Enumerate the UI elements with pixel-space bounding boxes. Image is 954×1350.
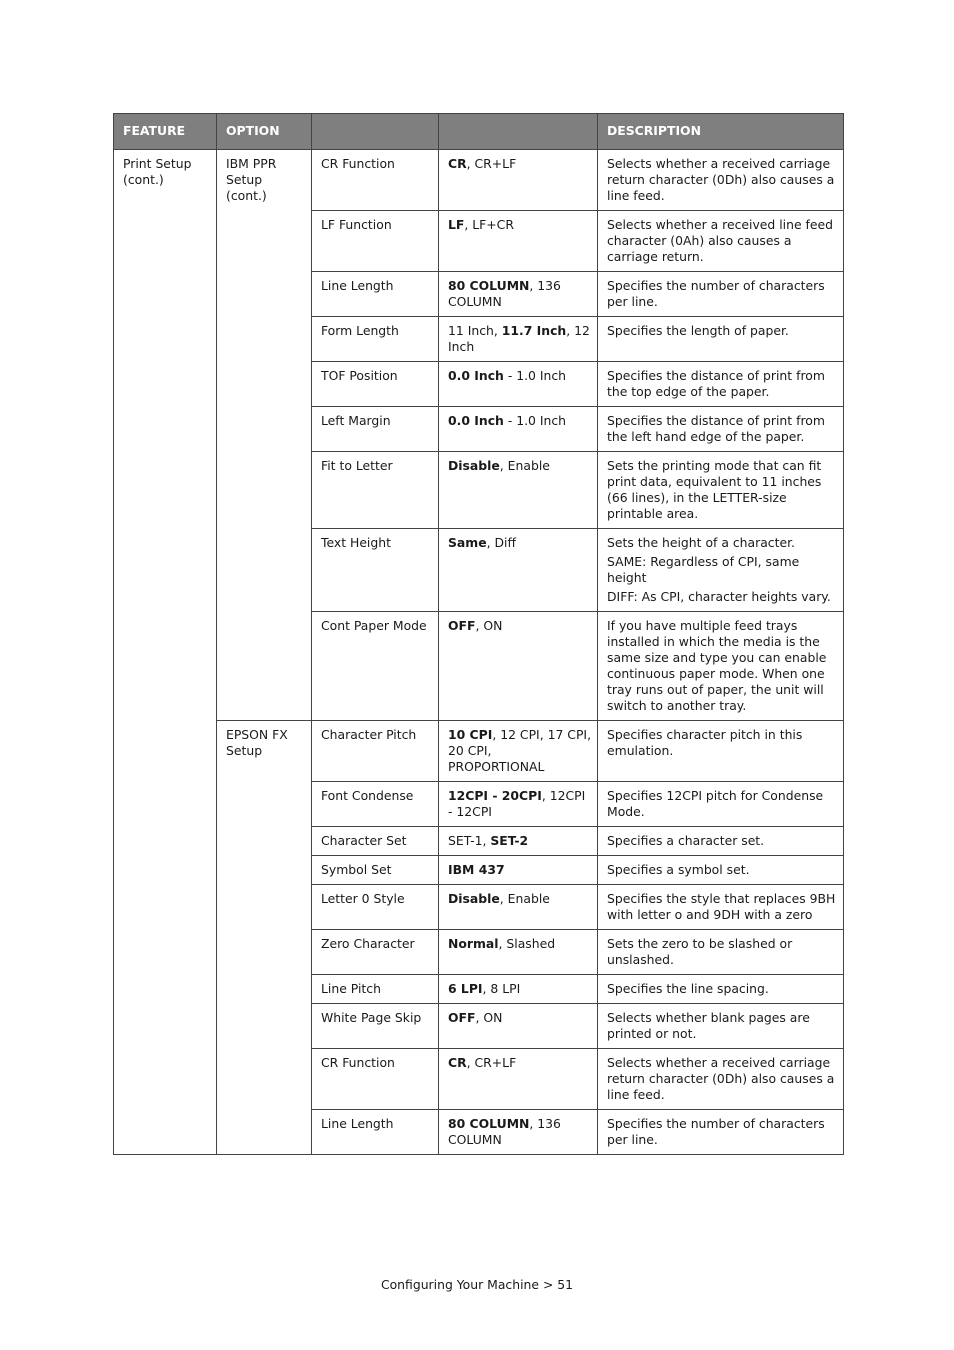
description-cell bbox=[598, 782, 844, 827]
description-cell bbox=[598, 272, 844, 317]
value-text: , Slashed bbox=[498, 936, 556, 951]
value-text: - 1.0 Inch bbox=[503, 413, 567, 428]
default-value: 0.0 Inch bbox=[448, 413, 504, 428]
default-value: Same bbox=[448, 535, 487, 550]
description-text: Selects whether blank pages are printed or not. bbox=[607, 1010, 810, 1041]
setting-name-cell: Symbol Set bbox=[312, 856, 439, 885]
description-text: Specifies 12CPI pitch for Condense Mode. bbox=[607, 788, 824, 819]
description-cell bbox=[598, 362, 844, 407]
setting-values-cell bbox=[439, 827, 598, 856]
description-cell bbox=[598, 975, 844, 1004]
description-text: Specifies the distance of print from the left hand edge of the paper. bbox=[607, 413, 825, 444]
description-text: If you have multiple feed trays installed in which the media is the same size and type you can enable continuous paper mode. When one tray runs out of paper, the unit will switch to another tray. bbox=[607, 618, 827, 713]
setting-values-cell bbox=[439, 1049, 598, 1110]
description-text: Specifies a character set. bbox=[607, 833, 765, 848]
value-text: , LF+CR bbox=[464, 217, 514, 232]
setting-name-cell: Cont Paper Mode bbox=[312, 612, 439, 721]
description-cell bbox=[598, 856, 844, 885]
setting-name-cell: Left Margin bbox=[312, 407, 439, 452]
description-text: Specifies the line spacing. bbox=[607, 981, 769, 996]
description-cell bbox=[598, 612, 844, 721]
description-text: Specifies the distance of print from the top edge of the paper. bbox=[607, 368, 825, 399]
setting-values-cell bbox=[439, 362, 598, 407]
feature-cell: Print Setup (cont.) bbox=[114, 150, 217, 1155]
setting-values-cell bbox=[439, 782, 598, 827]
setting-values-cell bbox=[439, 885, 598, 930]
setting-name-cell: CR Function bbox=[312, 150, 439, 211]
default-value: 11.7 Inch bbox=[501, 323, 567, 338]
setting-name-cell: Letter 0 Style bbox=[312, 885, 439, 930]
option-cell: EPSON FX Setup bbox=[217, 721, 312, 1155]
value-text: , Enable bbox=[499, 458, 550, 473]
setting-name-cell: Zero Character bbox=[312, 930, 439, 975]
setting-name-cell: CR Function bbox=[312, 1049, 439, 1110]
value-text: - 1.0 Inch bbox=[503, 368, 567, 383]
setting-name-cell: Character Set bbox=[312, 827, 439, 856]
default-value: 0.0 Inch bbox=[448, 368, 504, 383]
value-text: , ON bbox=[475, 618, 503, 633]
setting-values-cell bbox=[439, 211, 598, 272]
value-text: , ON bbox=[475, 1010, 503, 1025]
value-text: 11 Inch, bbox=[448, 323, 502, 338]
setting-values-cell bbox=[439, 975, 598, 1004]
setting-name-cell: White Page Skip bbox=[312, 1004, 439, 1049]
description-text: Selects whether a received line feed character (0Ah) also causes a carriage return. bbox=[607, 217, 833, 264]
default-value: OFF bbox=[448, 618, 476, 633]
description-cell bbox=[598, 452, 844, 529]
default-value: IBM 437 bbox=[448, 862, 505, 877]
default-value: OFF bbox=[448, 1010, 476, 1025]
value-text: , Enable bbox=[499, 891, 550, 906]
value-text: , 12CPI - 12CPI bbox=[448, 788, 586, 819]
setting-name-cell: Form Length bbox=[312, 317, 439, 362]
header-values bbox=[439, 114, 598, 150]
default-value: CR bbox=[448, 1055, 467, 1070]
setting-values-cell bbox=[439, 452, 598, 529]
default-value: 80 COLUMN bbox=[448, 278, 530, 293]
value-text: , 8 LPI bbox=[482, 981, 521, 996]
setting-values-cell bbox=[439, 529, 598, 612]
description-text: Specifies the length of paper. bbox=[607, 323, 789, 338]
table-header-row bbox=[114, 114, 844, 150]
table-body bbox=[114, 150, 844, 1155]
default-value: Disable bbox=[448, 458, 500, 473]
setting-values-cell bbox=[439, 721, 598, 782]
value-text: SET-1, bbox=[448, 833, 491, 848]
default-value: 10 CPI bbox=[448, 727, 493, 742]
description-text: Specifies character pitch in this emulation. bbox=[607, 727, 803, 758]
description-cell bbox=[598, 150, 844, 211]
description-text: Specifies the number of characters per line. bbox=[607, 278, 825, 309]
description-text: DIFF: As CPI, character heights vary. bbox=[607, 589, 831, 604]
description-text: Sets the height of a character. bbox=[607, 535, 795, 550]
setting-name-cell: Line Length bbox=[312, 272, 439, 317]
setting-values-cell bbox=[439, 856, 598, 885]
setting-name-cell: LF Function bbox=[312, 211, 439, 272]
description-cell bbox=[598, 1049, 844, 1110]
table-row bbox=[114, 150, 844, 211]
setting-values-cell bbox=[439, 1110, 598, 1155]
feature-table bbox=[113, 113, 844, 1155]
table-row bbox=[114, 721, 844, 782]
header-feature: FEATURE bbox=[114, 114, 217, 150]
default-value: CR bbox=[448, 156, 467, 171]
description-cell bbox=[598, 211, 844, 272]
page-footer: Configuring Your Machine > 51 bbox=[380, 1277, 574, 1292]
default-value: 12CPI - 20CPI bbox=[448, 788, 542, 803]
default-value: 6 LPI bbox=[448, 981, 483, 996]
description-text: Specifies the style that replaces 9BH with letter o and 9DH with a zero bbox=[607, 891, 836, 922]
description-cell bbox=[598, 885, 844, 930]
header-setting bbox=[312, 114, 439, 150]
description-text: Selects whether a received carriage return character (0Dh) also causes a line feed. bbox=[607, 1055, 835, 1102]
value-text: , CR+LF bbox=[466, 1055, 517, 1070]
value-text: , 136 COLUMN bbox=[448, 278, 561, 309]
header-option: OPTION bbox=[217, 114, 312, 150]
default-value: LF bbox=[448, 217, 465, 232]
default-value: 80 COLUMN bbox=[448, 1116, 530, 1131]
setting-values-cell bbox=[439, 930, 598, 975]
value-text: , Diff bbox=[486, 535, 517, 550]
description-cell bbox=[598, 1110, 844, 1155]
option-cell: IBM PPR Setup (cont.) bbox=[217, 150, 312, 721]
description-cell bbox=[598, 721, 844, 782]
setting-values-cell bbox=[439, 612, 598, 721]
setting-name-cell: Character Pitch bbox=[312, 721, 439, 782]
description-text: Specifies the number of characters per line. bbox=[607, 1116, 825, 1147]
description-cell bbox=[598, 930, 844, 975]
setting-values-cell bbox=[439, 272, 598, 317]
default-value: Disable bbox=[448, 891, 500, 906]
default-value: SET-2 bbox=[490, 833, 529, 848]
setting-name-cell: Font Condense bbox=[312, 782, 439, 827]
setting-values-cell bbox=[439, 317, 598, 362]
description-text: Specifies a symbol set. bbox=[607, 862, 750, 877]
description-text: Sets the printing mode that can fit print data, equivalent to 11 inches (66 lines), in the LETTER-size printable area. bbox=[607, 458, 822, 521]
value-text: , CR+LF bbox=[466, 156, 517, 171]
description-text: Selects whether a received carriage return character (0Dh) also causes a line feed. bbox=[607, 156, 835, 203]
setting-values-cell bbox=[439, 407, 598, 452]
description-cell bbox=[598, 827, 844, 856]
value-text: , 136 COLUMN bbox=[448, 1116, 561, 1147]
setting-values-cell bbox=[439, 150, 598, 211]
description-text: Sets the zero to be slashed or unslashed. bbox=[607, 936, 793, 967]
description-cell bbox=[598, 1004, 844, 1049]
setting-values-cell bbox=[439, 1004, 598, 1049]
setting-name-cell: TOF Position bbox=[312, 362, 439, 407]
setting-name-cell: Fit to Letter bbox=[312, 452, 439, 529]
description-cell bbox=[598, 407, 844, 452]
setting-name-cell: Line Length bbox=[312, 1110, 439, 1155]
default-value: Normal bbox=[448, 936, 499, 951]
value-text: , 12 CPI, 17 CPI, 20 CPI, PROPORTIONAL bbox=[448, 727, 592, 774]
description-cell bbox=[598, 529, 844, 612]
description-cell bbox=[598, 317, 844, 362]
value-text: , 12 Inch bbox=[448, 323, 590, 354]
header-description: DESCRIPTION bbox=[598, 114, 844, 150]
description-text: SAME: Regardless of CPI, same height bbox=[607, 554, 800, 585]
setting-name-cell: Line Pitch bbox=[312, 975, 439, 1004]
setting-name-cell: Text Height bbox=[312, 529, 439, 612]
